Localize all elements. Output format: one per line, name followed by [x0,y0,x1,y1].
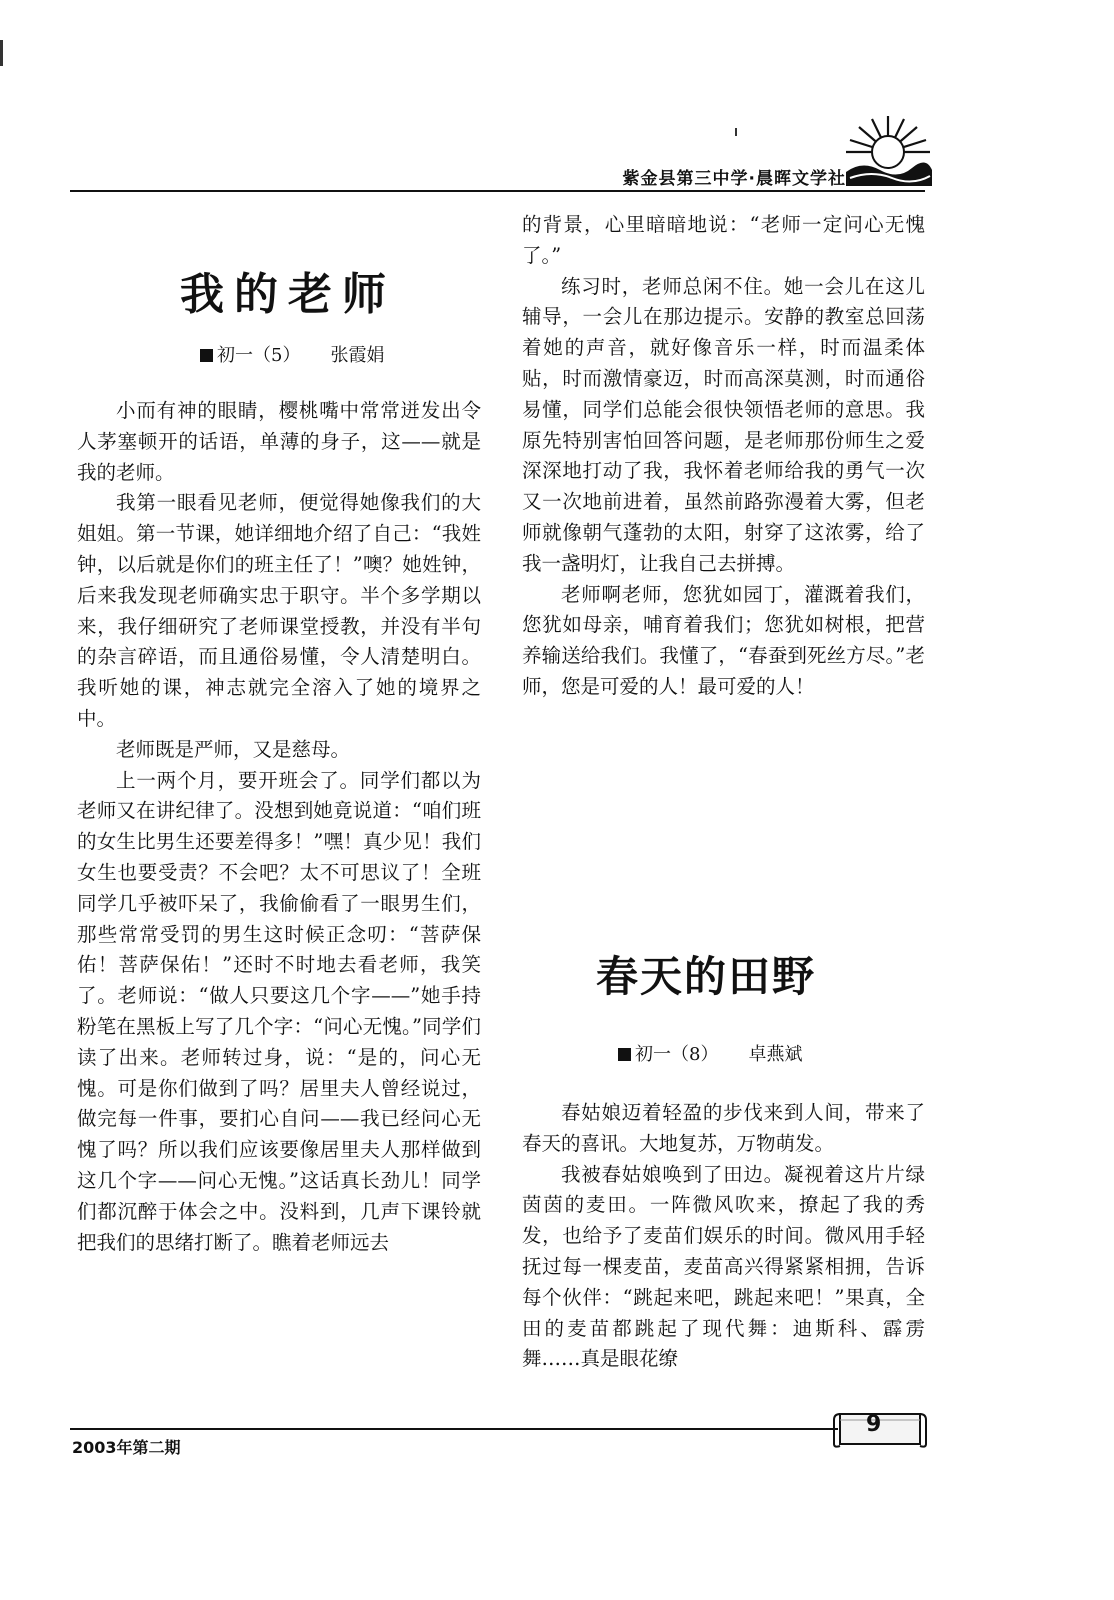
article1-body-left [77,396,481,1258]
article2-body [522,1098,925,1375]
article2-class: 初一（8） [635,1044,719,1065]
paragraph: 春姑娘迈着轻盈的步伐来到人间，带来了春天的喜讯。大地复苏，万物萌发。 [522,1101,925,1155]
article2-author: 卓燕斌 [748,1044,803,1065]
article1-body-right [522,210,925,703]
sunrise-logo-icon [842,112,934,190]
article2-byline [618,1040,802,1066]
article1-byline [200,341,384,367]
paragraph-continuation: 的背景，心里暗暗地说：“老师一定问心无愧了。” [522,213,925,267]
paragraph: 老师既是严师，又是慈母。 [116,737,351,761]
byline-square-icon [618,1048,631,1061]
byline-square-icon [200,349,213,362]
article1-title: 我的老师 [180,269,396,320]
scan-speck [735,128,737,136]
paragraph: 小而有神的眼睛，樱桃嘴中常常迸发出令人茅塞顿开的话语，单薄的身子，这——就是我的老师。 [77,399,481,484]
article2-title: 春天的田野 [596,952,817,1001]
paragraph: 老师啊老师，您犹如园丁，灌溉着我们，您犹如母亲，哺育着我们；您犹如树根，把营养输送给我们。我懂了，“春蚕到死丝方尽。”老师，您是可爱的人！最可爱的人！ [522,582,925,698]
paragraph: 我第一眼看见老师，便觉得她像我们的大姐姐。第一节课，她详细地介绍了自己：“我姓钟，以后就是你们的班主任了！”噢？她姓钟，后来我发现老师确实忠于职守。半个多学期以来，我仔细研究了老师课堂授教，并没有半句的杂言碎语，而且通俗易懂，令人清楚明白。我听她的课，神志就完全溶入了她的境界之中。 [77,491,481,730]
footer-issue: 2003年第二期 [72,1438,181,1457]
article1-author: 张霞娟 [330,345,385,366]
page-number: 9 [866,1412,882,1437]
paragraph: 上一两个月，要开班会了。同学们都以为老师又在讲纪律了。没想到她竟说道：“咱们班的女生比男生还要差得多！”嘿！真少见！我们女生也要受责？不会吧？太不可思议了！全班同学几乎被吓呆了，我偷偷看了一眼男生们，那些常常受罚的男生这时候正念叨：“菩萨保佑！菩萨保佑！”还时不时地去看老师，我笑了。老师说：“做人只要这几个字——”她手持粉笔在黑板上写了几个字：“问心无愧。”同学们读了出来。老师转过身，说：“是的，问心无愧。可是你们做到了吗？居里夫人曾经说过，做完每一件事，要扪心自问——我已经问心无愧了吗？所以我们应该要像居里夫人那样做到这几个字——问心无愧。”这话真长劲儿！同学们都沉醉于体会之中。没料到，几声下课铃就把我们的思绪打断了。瞧着老师远去 [77,768,481,1254]
footer-divider [70,1428,838,1430]
paragraph: 我被春姑娘唤到了田边。凝视着这片片绿茵茵的麦田。一阵微风吹来，撩起了我的秀发，也给予了麦苗们娱乐的时间。微风用手轻抚过每一棵麦苗，麦苗高兴得紧紧相拥，告诉每个伙伴：“跳起来吧，跳起来吧！”果真，全田的麦苗都跳起了现代舞：迪斯科、霹雳舞……真是眼花缭 [522,1162,925,1371]
paragraph: 练习时，老师总闲不住。她一会儿在这儿辅导，一会儿在那边提示。安静的教室总回荡着她的声音，就好像音乐一样，时而温柔体贴，时而激情豪迈，时而高深莫测，时而通俗易懂，同学们总能会很快领悟老师的意思。我原先特别害怕回答问题，是老师那份师生之爱深深地打动了我，我怀着老师给我的勇气一次又一次地前进着，虽然前路弥漫着大雾，但老师就像朝气蓬勃的太阳，射穿了这浓雾，给了我一盏明灯，让我自己去拼搏。 [522,274,925,575]
article1-class: 初一（5） [217,345,301,366]
header-school-name: 紫金县第三中学·晨晖文学社 [622,169,846,189]
header-divider [70,190,925,192]
scan-speck [0,40,3,66]
